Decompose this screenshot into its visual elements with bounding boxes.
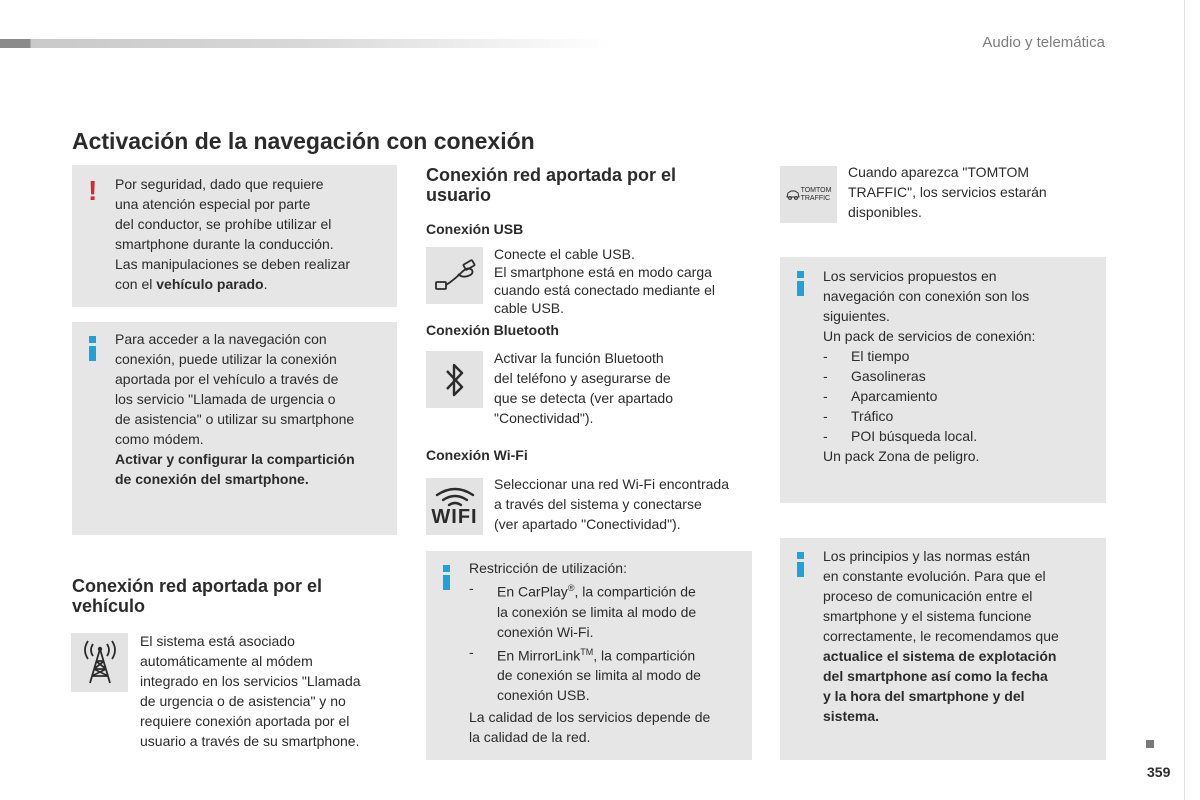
list-item-text: Tráfico [851,408,894,424]
usb-text [494,245,754,317]
list-item [823,386,1098,406]
tomtom-icon-label [801,187,832,203]
info-box-services [780,257,1106,503]
text-span: En CarPlay [497,583,568,600]
text-line: Conecte el cable USB. [494,246,635,262]
text-line: cuando está conectado mediante el [494,282,716,298]
antenna-svg [78,639,122,687]
info-box-navigation-access [72,322,397,535]
text-line: Activar la función Bluetooth [494,350,664,366]
text-line: Para acceder a la navegación con [115,331,327,347]
list-item-text: Aparcamiento [851,388,938,404]
info-box-principles [780,538,1106,760]
dash-bullet: - [469,643,474,660]
dash-bullet: - [823,368,828,384]
wifi-waves-svg [433,487,477,507]
tomtom-traffic-icon [780,166,837,223]
text-line: smartphone durante la conducción. [115,236,334,252]
text-line: La calidad de los servicios depende de [469,709,711,726]
text-line: proceso de comunicación entre el [823,588,1033,604]
wifi-icon-label: WIFI [431,505,478,528]
text-line: integrado en los servicios "Llamada [140,673,361,689]
list-item [823,406,1098,426]
text-line: El sistema está asociado [140,633,295,649]
emphasis-text: del smartphone así como la fecha [823,668,1048,684]
usb-heading: Conexión USB [426,221,524,237]
text-line: Los servicios propuestos en [823,268,997,284]
text-line: de urgencia o de asistencia" y no [140,693,346,709]
text-line: Por seguridad, dado que requiere [115,176,324,192]
text-span: , la compartición de [574,583,696,600]
bluetooth-text [494,348,754,428]
dash-bullet: - [823,348,828,364]
text-line: Un pack de servicios de conexión: [823,328,1036,344]
page-marker [1146,740,1154,748]
emphasis-text: actualice el sistema de explotación [823,648,1057,664]
text-line: Un pack Zona de peligro. [823,448,980,464]
bluetooth-svg [443,360,467,400]
text-line: "Conectividad"). [494,410,594,426]
list-item [823,346,1098,366]
text-line: TRAFFIC [800,194,831,202]
wifi-heading: Conexión Wi-Fi [426,447,528,463]
text-line: aportada por el vehículo a través de [115,371,339,387]
info-icon [797,552,805,577]
text-line: una atención especial por parte [115,196,311,212]
text-line [497,642,701,666]
warning-icon: ! [88,175,98,206]
list-item [469,642,749,706]
dash-bullet: - [823,388,828,404]
emphasis-text: sistema. [823,708,880,724]
text-line: la conexión se limita al modo de [497,603,697,620]
text-line: El smartphone está en modo carga [494,264,712,280]
section-label: Audio y telemática [982,34,1105,51]
emphasis-text: vehículo parado [156,276,264,292]
text-span: . [263,276,268,292]
list-item-text [497,642,701,706]
text-line: Las manipulaciones se deben realizar [115,256,351,272]
emphasis-text: de conexión del smartphone. [115,471,309,487]
emphasis-text: Activar y configurar la compartición [115,451,355,467]
text-line: conexión Wi-Fi. [497,623,594,640]
antenna-icon [71,633,128,692]
text-line: de asistencia" o utilizar su smartphone [115,411,355,427]
text-line: cable USB. [494,300,565,316]
tomtom-text [848,162,1098,222]
text-line [115,274,385,294]
text-line: TOMTOM [800,186,832,194]
text-line: en constante evolución. Para que el [823,568,1046,584]
text-line: conexión USB. [497,687,590,704]
list-item [823,426,1098,446]
dash-bullet: - [823,408,828,424]
trademark-mark: TM [580,646,594,657]
text-span: con el [115,276,157,292]
text-line: del conductor, se prohíbe utilizar el [115,216,332,232]
info-icon [443,565,451,590]
list-item [823,366,1098,386]
text-line: Restricción de utilización: [469,560,627,576]
text-line: smartphone y el sistema funcione [823,608,1032,624]
text-line: usuario a través de su smartphone. [140,733,360,749]
vehicle-connection-text [140,631,395,751]
text-line: navegación con conexión son los [823,288,1030,304]
text-line: como módem. [115,431,204,447]
dash-bullet: - [823,428,828,444]
text-line: siguientes. [823,308,890,324]
text-line: del teléfono y asegurarse de [494,370,671,386]
page-number: 359 [1147,764,1171,780]
text-line: los servicio "Llamada de urgencia o [115,391,336,407]
warning-text [115,174,385,294]
bluetooth-heading: Conexión Bluetooth [426,322,559,338]
text-line: que se detecta (ver apartado [494,390,674,406]
text-line: Cuando aparezca "TOMTOM [848,164,1030,180]
text-line: (ver apartado "Conectividad"). [494,516,681,532]
emphasis-text: y la hora del smartphone y del [823,688,1025,704]
info-box-restriction [426,551,752,760]
usb-cable-svg [432,256,478,296]
text-span: En MirrorLink [497,647,581,664]
info-text [115,329,390,489]
dash-bullet: - [469,580,474,596]
info-icon [89,336,97,361]
text-line [497,578,696,602]
services-text [823,266,1098,466]
text-line: Los principios y las normas están [823,548,1030,564]
text-line: correctamente, le recomendamos que [823,628,1059,644]
text-line: la calidad de la red. [469,729,591,746]
text-line: a través del sistema y conectarse [494,496,702,512]
text-span: , la compartición [593,647,696,664]
text-line: de conexión se limita al modo de [497,667,701,684]
bluetooth-icon [426,351,483,408]
wifi-text [494,474,759,534]
car-svg [786,189,800,201]
page-title: Activación de la navegación con conexión [72,128,535,154]
page-edge-line [1184,0,1185,800]
list-item-text: El tiempo [851,348,910,364]
text-line: automáticamente al módem [140,653,313,669]
list-item-text [497,578,696,642]
trademark-mark: ® [567,583,575,593]
text-line: disponibles. [848,204,922,220]
text-line: Seleccionar una red Wi-Fi encontrada [494,476,730,492]
user-connection-heading: Conexión red aportada por el usuario [426,165,677,205]
text-line: requiere conexión aportada por el [140,713,350,729]
principles-text [823,546,1101,726]
usb-cable-icon [426,247,483,304]
info-icon [797,271,805,296]
text-line: TRAFFIC", los servicios estarán [848,184,1047,200]
vehicle-connection-heading: Conexión red aportada por el vehículo [72,576,323,616]
restriction-text [469,558,749,747]
list-item-text: POI búsqueda local. [851,428,978,444]
list-item-text: Gasolineras [851,368,926,384]
header-bar [0,39,610,48]
wifi-icon [426,478,483,535]
list-item [469,578,749,642]
text-line: conexión, puede utilizar la conexión [115,351,337,367]
warning-box [72,165,397,307]
